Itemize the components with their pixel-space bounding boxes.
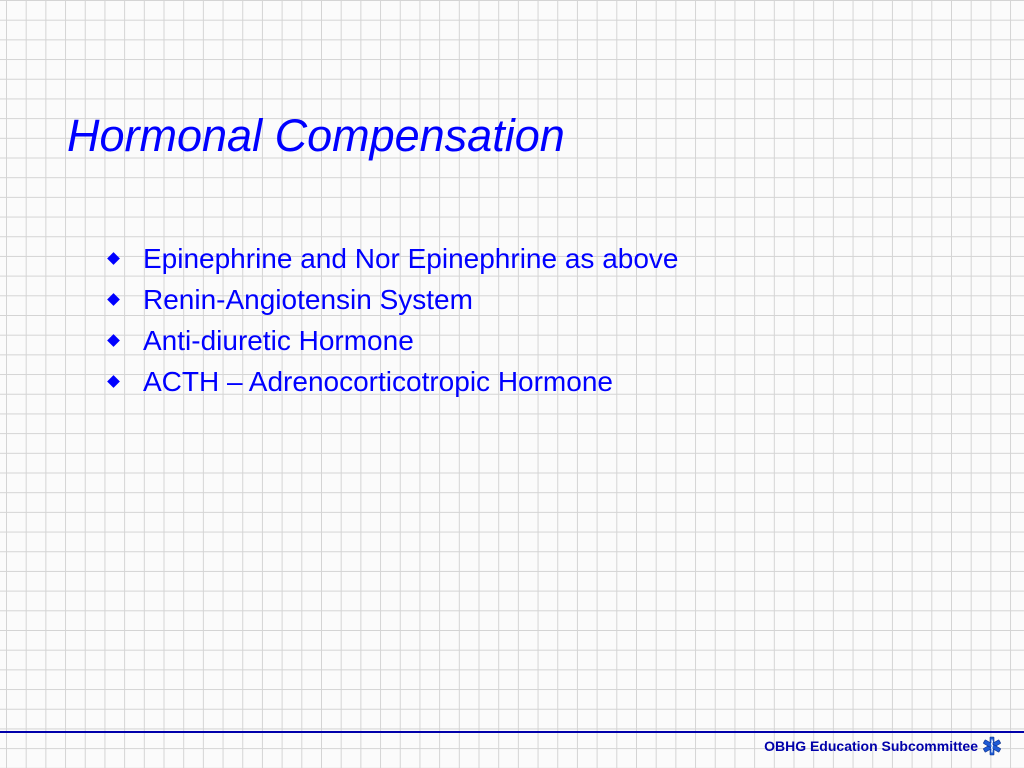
bullet-item [106, 320, 679, 361]
footer [764, 734, 1002, 758]
footer-label: OBHG Education Subcommittee [764, 738, 978, 754]
diamond-bullet-icon [107, 375, 120, 388]
diamond-bullet-icon [107, 334, 120, 347]
diamond-bullet-icon [107, 252, 120, 265]
bullet-text: Renin-Angiotensin System [143, 283, 473, 315]
bullet-item [106, 361, 679, 402]
bullet-text: ACTH – Adrenocorticotropic Hormone [143, 365, 613, 397]
bullet-text: Anti-diuretic Hormone [143, 324, 414, 356]
slide-title: Hormonal Compensation [67, 110, 565, 161]
diamond-bullet-icon [107, 293, 120, 306]
bullet-item [106, 279, 679, 320]
bullet-text: Epinephrine and Nor Epinephrine as above [143, 242, 679, 274]
footer-divider [0, 731, 1024, 733]
bullet-list [106, 238, 679, 402]
bullet-item [106, 238, 679, 279]
star-of-life-icon [982, 736, 1002, 756]
